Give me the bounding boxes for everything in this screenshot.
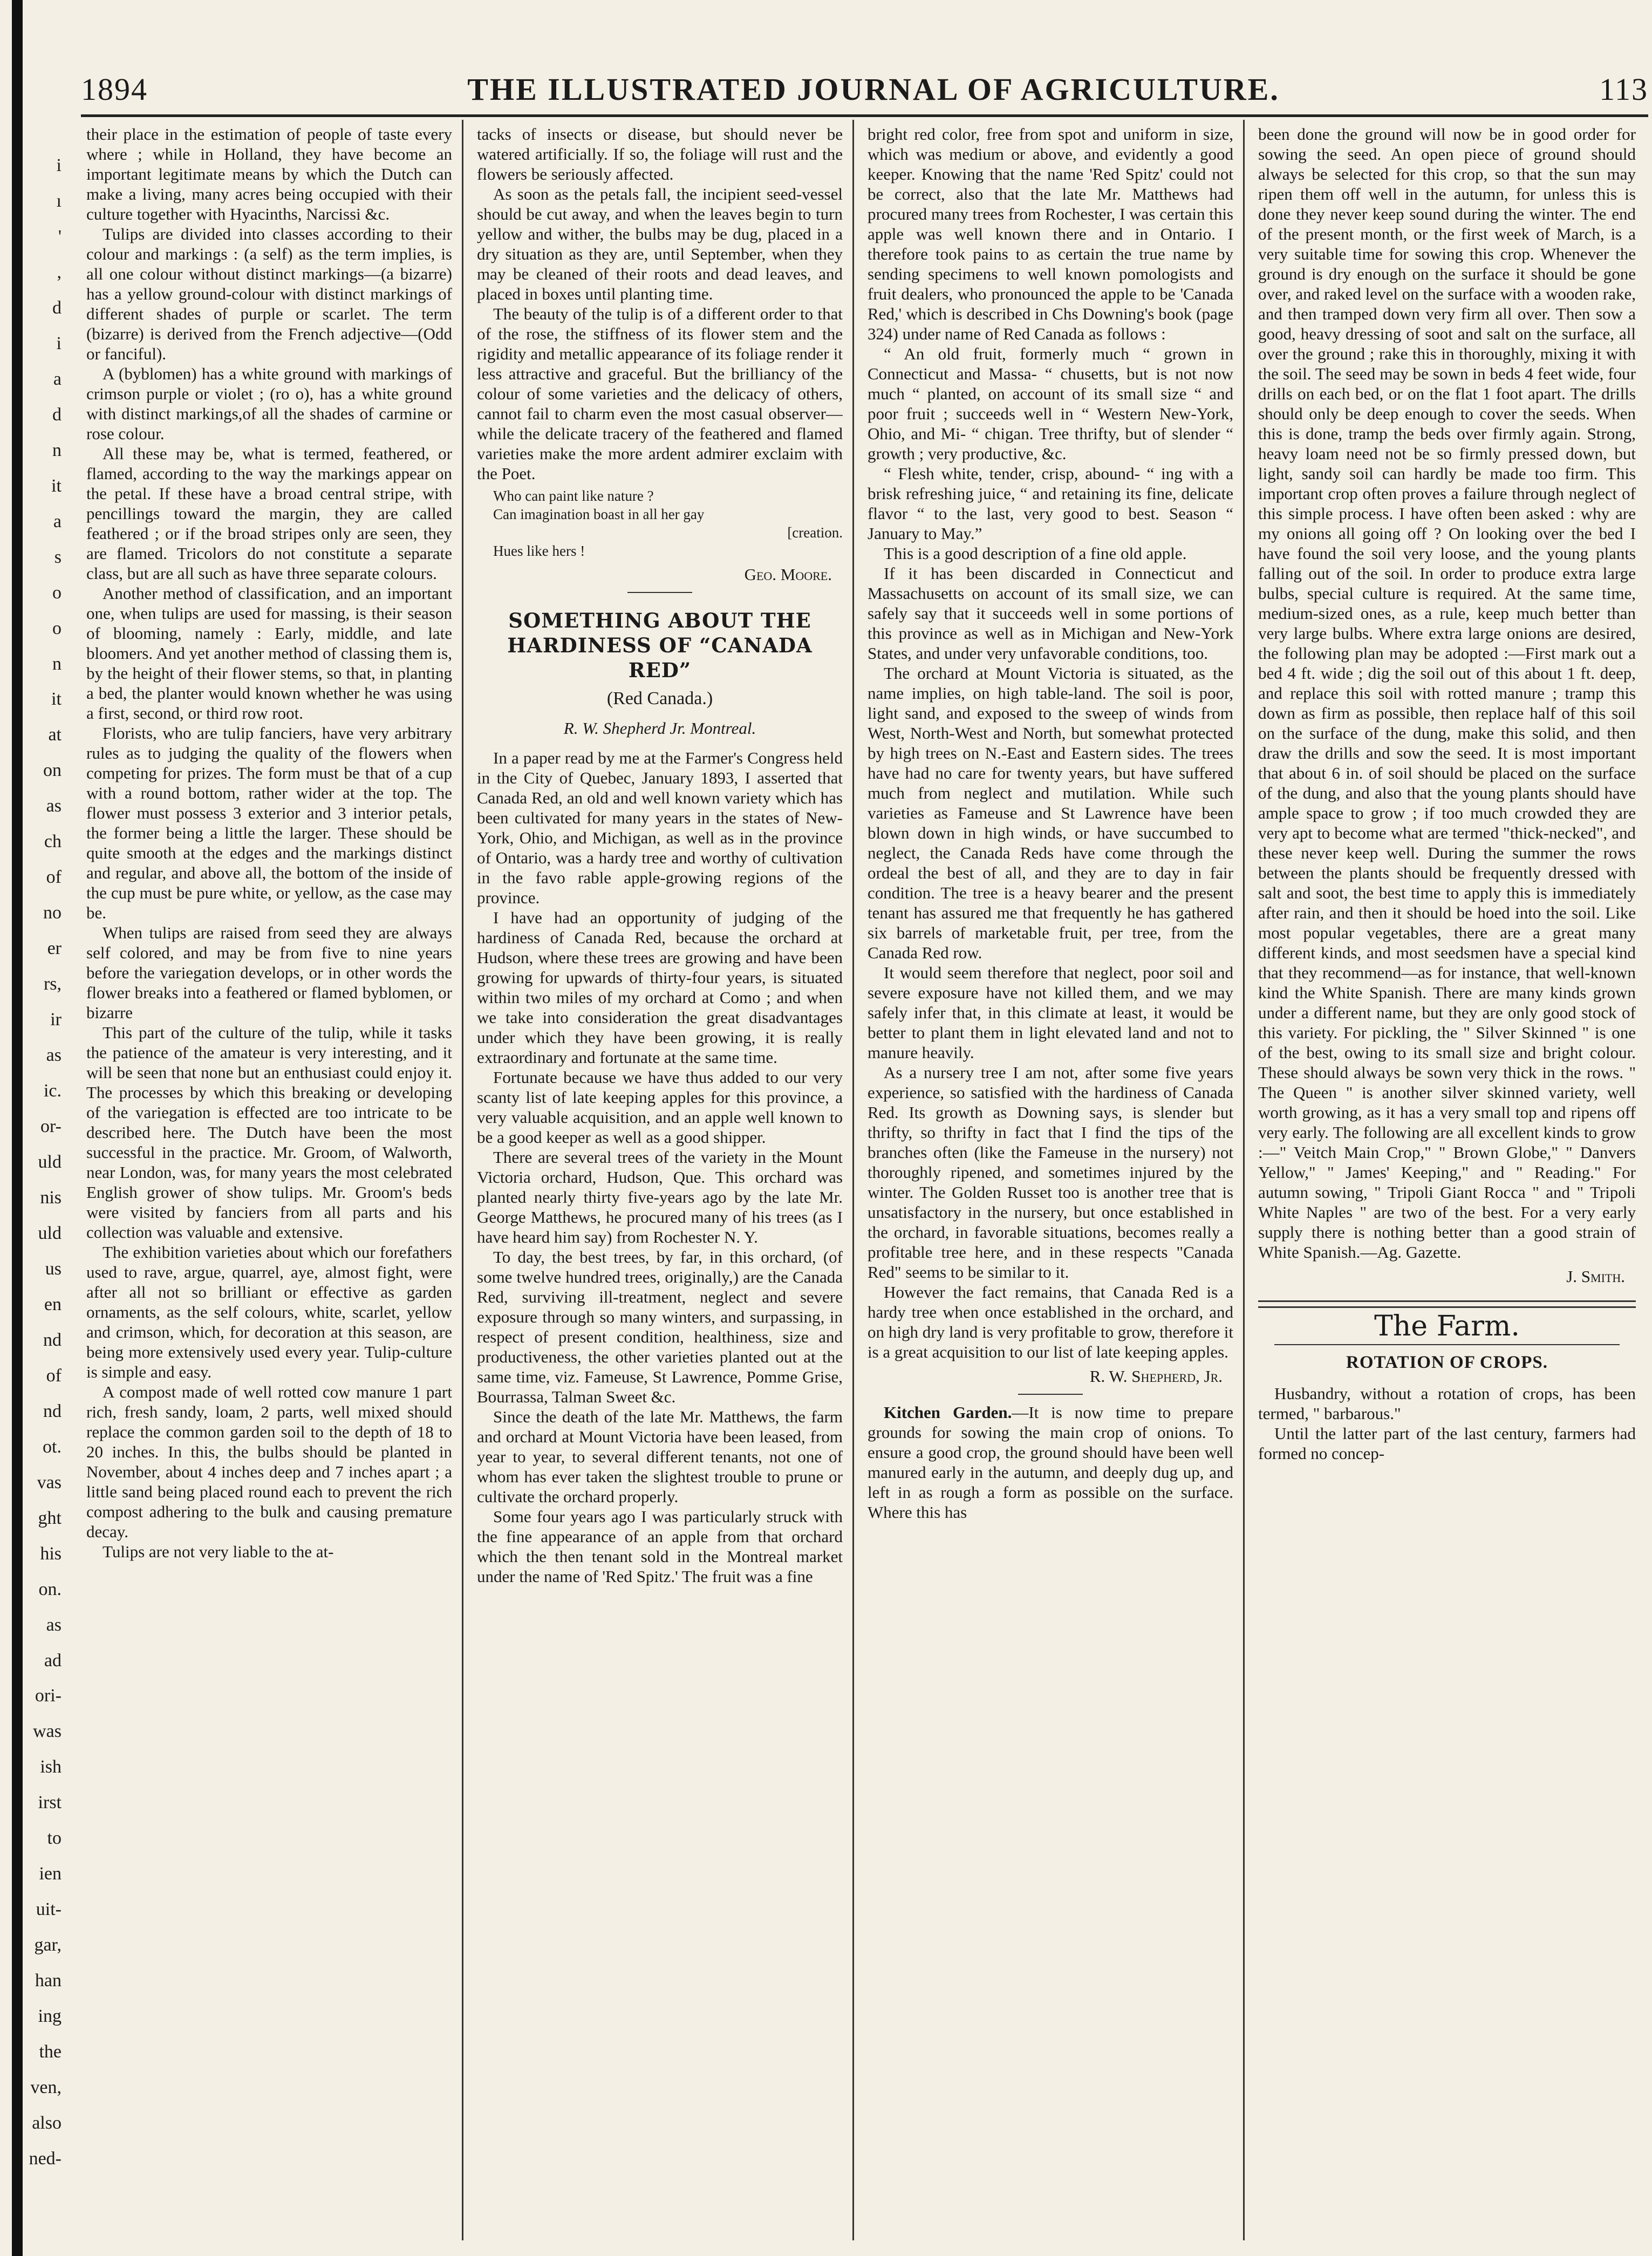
gutter-fragment: ned- xyxy=(29,2150,62,2168)
paragraph: A compost made of well rotted cow manure 1 part rich, fresh sandy, loam, 2 parts, well mixed should replace the common garden soil to the depth of 18 to 20 inches. In this, the bulbs should be planted in November, about 4 inches deep and 7 inches apart ; a little sand being placed round each to prevent the rich compost adhering to the bulk and causing premature decay. xyxy=(86,1382,452,1541)
gutter-fragment: as xyxy=(46,1046,62,1065)
paragraph: It would seem therefore that neglect, poor soil and severe exposure have not killed them, and we may safely infer that, in this climate at least, it would be better to plant them in light elevated land and not to manure heavily. xyxy=(868,963,1233,1062)
gutter-fragment: vas xyxy=(37,1474,62,1492)
gutter-fragment: s xyxy=(54,548,62,567)
gutter-fragment: ch xyxy=(44,833,62,851)
gutter-fragment: nd xyxy=(43,1331,62,1349)
paragraph: To day, the best trees, by far, in this orchard, (of some twelve hundred trees, originally,) are the Canada Red, surviving ill-treatment, neglect and severe exposure through so many winters, and surpassing, in respect of present condition, healthiness, size and productiveness, the other varieties planted out at the same time, viz. Fameuse, St Lawrence, Pomme Grise, Bourrassa, Talman Sweet &c. xyxy=(477,1248,843,1406)
gutter-fragment: a xyxy=(53,513,62,531)
column-rule xyxy=(852,120,854,2240)
paragraph: Tulips are not very liable to the at- xyxy=(103,1542,334,1561)
gutter-fragment: ven, xyxy=(30,2078,62,2097)
paragraph: I have had an opportunity of judging of the hardiness of Canada Red, because the orchard at Hudson, where these trees are growing and have been growing for upwards of thirty-four years, is situated within two miles of my orchard at Como ; and when we take into consideration the great disadvantages under which they have been growing, it is really extraordinary and fortunate at the same time. xyxy=(477,908,843,1067)
paragraph: As soon as the petals fall, the incipient seed-vessel should be cut away, and when the leaves begin to turn yellow and wither, the bulbs may be dug, placed in a dry situation as they are, until September, when they may be cleaned of their roots and dead leaves, and placed in boxes until planting time. xyxy=(477,185,843,303)
paragraph: Fortunate because we have thus added to our very scanty list of late keeping apples for this province, a very valuable acquisition, and an apple well known to be a good keeper as well as a good shipper. xyxy=(477,1068,843,1147)
poem-line: [creation. xyxy=(787,524,843,541)
quotation: “ Flesh white, tender, crisp, abound- “ ing with a brisk refreshing juice, “ and retaining its fine, delicate flavor “ to the last, very good to best. Season “ January to May.” xyxy=(868,464,1233,543)
gutter-fragment: ght xyxy=(38,1509,62,1528)
gutter-fragment: ish xyxy=(40,1758,62,1776)
header-year: 1894 xyxy=(81,71,148,107)
kitchen-garden-lead: Kitchen Garden. xyxy=(884,1403,1012,1422)
gutter-fragment: i xyxy=(56,156,62,175)
gutter-fragment: was xyxy=(33,1722,62,1741)
poem-line: Hues like hers ! xyxy=(493,543,585,559)
poem-quote xyxy=(493,487,843,560)
paragraph: Florists, who are tulip fanciers, have very arbitrary rules as to judging the quality of the flowers when competing for prizes. The form must be that of a cup with a round bottom, rather wider at the top. The flower must possess 3 exterior and 3 interior petals, the former being a little the larger. These should be quite smooth at the edges and the markings distinct and regular, and above all, the bottom of the inside of the cup must be pure white, or yellow, as the case may be. xyxy=(86,724,452,922)
paragraph: Tulips are divided into classes according to their colour and markings : (a self) as the term implies, is all one colour without distinct markings—(a bizarre) has a yellow ground-colour with distinct markings of different shades of purple or scarlet. The term (bizarre) is derived from the French adjective—(Odd or fanciful). xyxy=(86,224,452,363)
gutter-fragment: nd xyxy=(43,1402,62,1421)
gutter-fragment: of xyxy=(46,868,62,887)
gutter-fragment: o xyxy=(52,619,62,638)
column-rule xyxy=(462,120,463,2240)
gutter-fragment: it xyxy=(51,690,62,708)
gutter-fragment: the xyxy=(39,2043,62,2061)
running-header xyxy=(81,65,1648,113)
gutter-fragment: to xyxy=(47,1829,62,1848)
column-1 xyxy=(86,124,452,2245)
gutter-fragment: ing xyxy=(38,2007,62,2026)
gutter-fragment: d xyxy=(52,299,62,317)
journal-title: THE ILLUSTRATED JOURNAL OF AGRICULTURE. xyxy=(467,71,1280,107)
paragraph: There are several trees of the variety in the Mount Victoria orchard, Hudson, Que. This orchard was planted nearly thirty five-years ago by the late Mr. George Matthews, he procured many of his trees (as I have heard him say) from Rochester N. Y. xyxy=(477,1148,843,1246)
section-title: The Farm. xyxy=(1374,1310,1520,1342)
gutter-fragment: ot. xyxy=(43,1438,62,1456)
column-4 xyxy=(1258,124,1636,2245)
gutter-fragment: n xyxy=(52,441,62,460)
gutter-fragments xyxy=(24,156,62,2207)
paragraph: If it has been discarded in Connecticut and Massachusetts on account of its small size, we can safely say that it succeeds well in some portions of this province as well as in Michigan and New-York States, and under very unfavorable conditions, too. xyxy=(868,564,1233,663)
section-rule xyxy=(1258,1300,1636,1308)
paragraph: been done the ground will now be in good order for sowing the seed. An open piece of ground should always be selected for this crop, so that the sun may ripen them off well in the autumn, for unless this is done they never keep sound during the winter. The end of the present month, or the first week of March, is a very suitable time for sowing this crop. Whenever the ground is dry enough on the surface it should be gone over, and raked level on the surface with a wooden rake, and then tramped down very firm all over. Then sow a good, heavy dressing of soot and salt on the surface, all over the ground ; rake this in thoroughly, mixing it with the soil. The seed may be sown in beds 4 feet wide, four drills on each bed, or on the flat 1 foot apart. The drills should only be deep enough to cover the seeds. When this is done, tramp the beds over firmly again. Strong, heavy loam need not be so firmly pressed down, but light, sandy soil can hardly be made too firm. This important crop often proves a failure through neglect of this simple process. I have often been asked : why are my onions all going off ? On looking over the bed I have found the soil very loose, and the young plants falling out of the soil. In order to produce extra large bulbs, special culture is required. At the same time, medium-sized ones, as a rule, keep much better than very large bulbs. Where extra large onions are desired, the following plan may be adopted :—First mark out a bed 4 ft. wide ; dig the soil out of this about 1 ft. deep, and replace this soil with rotted manure ; tramp this down as firm as possible, then replace half of this soil on the surface of the dung, make this solid, and then draw the drills and sow the seed. It is most important that about 6 in. of soil should be placed on the surface of the dung, and also that the young plants should have ample space to grow ; if too much crowded they are very apt to become what are termed "thick-necked", and these never keep well. During the summer the rows between the plants should be frequently dressed with salt and soot, the best time to apply this is immediately after rain, and then it should be hoed into the soil. Like most popular vegetables, there are a great many different kinds, and most seedsmen have a special kind that they recommend—as for instance, that well-known kind the White Spanish. There are many kinds grown under a different name, but they are only good stock of this variety. For pickling, the " Silver Skinned " is one of the best, owing to its small size and bright colour. These should always be sown very thick in the rows. " The Queen " is another silver skinned variety, well worth growing, as it has a very small top and ripens off very early. The following are all excellent kinds to grow :—" Veitch Main Crop," " Brown Globe," " Danvers Yellow," " James' Keeping," and " Reading." For autumn sowing, " Tripoli Giant Rocca " and " Tripoli White Naples " are two of the best. For a very early supply there is nothing better than a good strain of White Spanish.—Ag. Gazette. xyxy=(1258,125,1636,1262)
page-number: 113 xyxy=(1599,71,1648,107)
paragraph: Another method of classification, and an important one, when tulips are used for massing, is their season of blooming, namely : Early, middle, and late bloomers. And yet another method of classing them is, by the height of their flower stems, so that, in planting a bed, the planter would known whether he was using a first, second, or third row root. xyxy=(86,584,452,723)
gutter-fragment: en xyxy=(44,1296,62,1314)
article-subhead: (Red Canada.) xyxy=(606,689,713,708)
gutter-fragment: a xyxy=(53,370,62,389)
divider xyxy=(627,592,692,593)
gutter-fragment: us xyxy=(45,1260,62,1278)
paragraph: In a paper read by me at the Farmer's Congress held in the City of Quebec, January 1893, I asserted that Canada Red, an old and well known variety which has been cultivated for many years in the states of New-York, Ohio, and Michigan, as well as in the province of Ontario, was a hardy tree and worthy of cultivation in the favo rable apple-growing regions of the province. xyxy=(477,748,843,907)
binding-edge xyxy=(12,0,23,2256)
gutter-fragment: ic. xyxy=(43,1082,62,1100)
paragraph: their place in the estimation of people of taste every where ; while in Holland, they have become an important legitimate means by which the Dutch can make a living, many acres being occupied with their culture together with Hyacinths, Narcissi &c. xyxy=(86,125,452,223)
gutter-fragment: i xyxy=(56,335,62,353)
kitchen-garden-paragraph xyxy=(868,1402,1233,1522)
gutter-fragment: gar, xyxy=(34,1936,62,1954)
column-2 xyxy=(477,124,843,2245)
gutter-fragment: ir xyxy=(50,1011,62,1029)
paragraph: tacks of insects or disease, but should never be watered artificially. If so, the foliage will rust and the flowers be seriously affected. xyxy=(477,125,843,183)
gutter-fragment: on xyxy=(43,761,62,780)
gutter-fragment: ad xyxy=(44,1652,62,1670)
gutter-fragment: it xyxy=(51,477,62,495)
kitchen-garden-text: —It is now time to prepare grounds for sowing the main crop of onions. To ensure a good crop, the ground should have been well manured early in the autumn, and deeply dug up, and left in as rough a form as possible on the surface. Where this has xyxy=(868,1403,1233,1522)
paragraph: The orchard at Mount Victoria is situated, as the name implies, on high table-land. The soil is poor, light sand, and exposed to the sweep of winds from West, North-West and North, but somewhat protected by high trees on N.-East and Eastern sides. The trees have had no care for twenty years, but have suffered much from neglect and mutilation. While such varieties as Fameuse and St Lawrence have been blown down in high winds, or have succumbed to neglect, the Canada Reds have come through the ordeal the best of all, and they are to day in fair condition. The tree is a heavy bearer and the present tenant has assured me that frequently he has gathered six barrels of marketable fruit, per tree, from the Canada Red row. xyxy=(868,664,1233,962)
gutter-fragment: uit- xyxy=(36,1900,62,1919)
gutter-fragment: rs, xyxy=(43,975,62,993)
gutter-fragment: also xyxy=(32,2114,62,2132)
gutter-fragment: ı xyxy=(56,192,62,210)
gutter-fragment: irst xyxy=(38,1794,62,1812)
gutter-fragment: o xyxy=(52,584,62,602)
poem-line: Who can paint like nature ? xyxy=(493,488,654,504)
signature: R. W. Shepherd, Jr. xyxy=(1089,1367,1223,1386)
poem-line: Can imagination boast in all her gay xyxy=(493,506,705,522)
gutter-fragment: on. xyxy=(38,1580,62,1599)
gutter-fragment: of xyxy=(46,1367,62,1385)
paragraph: Since the death of the late Mr. Matthews, the farm and orchard at Mount Victoria have been leased, from year to year, to several different tenants, not one of whom has ever taken the slightest trouble to prune or cultivate the orchard properly. xyxy=(477,1407,843,1506)
gutter-fragment: n xyxy=(52,655,62,673)
paragraph: This part of the culture of the tulip, while it tasks the patience of the amateur is very interesting, and it will be seen that none but an enthusiast could enjoy it. The processes by which this breaking or developing of the variegation is effected are too intricate to be described here. The Dutch have been the most successful in the practice. Mr. Groom, of Walworth, near London, was, for many years the most celebrated English grower of show tulips. Mr. Groom's beds were visited by fanciers from all parts and his collection was valuable and extensive. xyxy=(86,1023,452,1242)
gutter-fragment: as xyxy=(46,1616,62,1634)
gutter-fragment: his xyxy=(40,1545,62,1563)
column-rule xyxy=(1243,120,1245,2240)
article-headline: SOMETHING ABOUT THE HARDINESS OF “CANADA RED” xyxy=(507,609,813,682)
gutter-fragment: , xyxy=(57,263,62,282)
paragraph: bright red color, free from spot and uniform in size, which was medium or above, and evidently a good keeper. Knowing that the name 'Red Spitz' could not be correct, also that the late Mr. Matthews had procured many trees from Rochester, I was certain this apple was well known there and in Ontario. I therefore took pains to as certain the true name by sending specimens to well known pomologists and fruit dealers, who pronounced the apple to be 'Canada Red,' which is described in Chs Downing's book (page 324) under name of Red Canada as follows : xyxy=(868,125,1233,343)
paragraph: Until the latter part of the last century, farmers had formed no concep- xyxy=(1258,1424,1636,1463)
divider xyxy=(1018,1394,1083,1395)
gutter-fragment: or- xyxy=(40,1117,62,1136)
article-byline: R. W. Shepherd Jr. Montreal. xyxy=(563,719,756,738)
gutter-fragment: uld xyxy=(38,1153,62,1171)
gutter-fragment: d xyxy=(52,406,62,424)
paragraph: A (byblomen) has a white ground with markings of crimson purple or violet ; (ro o), has a white ground with distinct markings,of all the shades of carmine or rose colour. xyxy=(86,364,452,443)
paragraph: However the fact remains, that Canada Red is a hardy tree when once established in the orchard, and on high dry land is very profitable to grow, therefore it is a great acquisition to our list of late keeping apples. xyxy=(868,1283,1233,1361)
gutter-fragment: uld xyxy=(38,1224,62,1243)
paragraph: Husbandry, without a rotation of crops, has been termed, " barbarous." xyxy=(1258,1384,1636,1423)
gutter-fragment: ien xyxy=(39,1865,62,1883)
column-3 xyxy=(868,124,1233,2245)
paragraph: Some four years ago I was particularly struck with the fine appearance of an apple from that orchard which the then tenant sold in the Montreal market under the name of 'Red Spitz.' The fruit was a fine xyxy=(477,1507,843,1586)
paragraph: This is a good description of a fine old apple. xyxy=(884,544,1187,563)
signature: Geo. Moore. xyxy=(744,565,832,584)
gutter-fragment: as xyxy=(46,797,62,815)
paragraph: When tulips are raised from seed they are always self colored, and may be from five to nine years before the variegation develops, or in other words the flower breaks into a feathered or flamed byblomen, or bizarre xyxy=(86,923,452,1022)
gutter-fragment: at xyxy=(48,726,62,744)
header-rule xyxy=(81,114,1648,117)
quotation: “ An old fruit, formerly much “ grown in Connecticut and Massa- “ chusetts, but is not now much “ planted, on account of its small size “ and poor fruit ; succeeds well in “ Western New-York, Ohio, and Mi- “ chigan. Tree thrifty, but of slender “ growth ; very productive, &c. xyxy=(868,344,1233,463)
gutter-fragment: ori- xyxy=(35,1687,62,1705)
paragraph: The exhibition varieties about which our forefathers used to rave, argue, quarrel, aye, almost fight, were after all not so brilliant or effective as garden ornaments, as the self colours, white, scarlet, yellow and crimson, which, for decoration at this season, are being more extensively used every year. Tulip-culture is simple and easy. xyxy=(86,1243,452,1381)
gutter-fragment: ' xyxy=(58,228,62,246)
gutter-fragment: han xyxy=(35,1972,62,1990)
gutter-fragment: no xyxy=(43,904,62,922)
gutter-fragment: nis xyxy=(40,1189,62,1207)
paragraph: All these may be, what is termed, feathered, or flamed, according to the way the markings appear on the petal. If these have a broad central stripe, with pencillings toward the margin, they are called feathered ; or if the broad stripes only are seen, they are flamed. Tricolors do not constitute a separate class, but are all such as have three separate colours. xyxy=(86,444,452,583)
divider xyxy=(1274,1344,1620,1345)
signature: J. Smith. xyxy=(1566,1267,1625,1286)
gutter-fragment: er xyxy=(47,939,62,958)
paragraph: As a nursery tree I am not, after some five years experience, so satisfied with the hardiness of Canada Red. Its growth as Downing says, is slender but thrifty, so thrifty in fact that I find the tips of the branches often (like the Fameuse in the nursery) not thoroughly ripened, and sometimes injured by the winter. The Golden Russet too is another tree that is unsatisfactory in the nursery, but once established in the orchard, in favorable situations, becomes really a profitable tree here, and in these respects "Canada Red" seems to be similar to it. xyxy=(868,1063,1233,1282)
paragraph: The beauty of the tulip is of a different order to that of the rose, the stiffness of its flower stem and the rigidity and metallic appearance of its foliage render it less attractive and graceful. But the brilliancy of the colour of some varieties and the delicacy of others, cannot fail to charm even the most casual observer—while the delicate tracery of the feathered and flamed varieties make the more ardent admirer exclaim with the Poet. xyxy=(477,304,843,483)
article-headline: ROTATION OF CROPS. xyxy=(1346,1353,1548,1372)
